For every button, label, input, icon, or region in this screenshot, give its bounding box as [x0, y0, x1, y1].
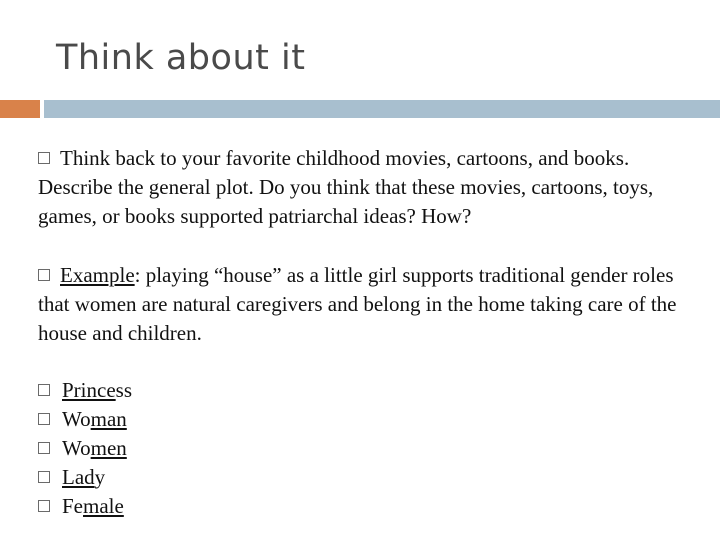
slide-title: Think about it — [56, 38, 306, 78]
word-list — [38, 376, 132, 521]
title-divider-bar — [44, 100, 720, 118]
list-item — [38, 376, 132, 405]
word-underlined: man — [90, 407, 127, 431]
list-item — [38, 463, 132, 492]
list-item — [38, 434, 132, 463]
paragraph-question-text: Think back to your favorite childhood movies, cartoons, and books. Describe the general plot. Do you think that these movies, cartoons, toys, games, or books supported patriarchal ideas? How? — [38, 146, 654, 228]
word-plain: Fe — [62, 494, 83, 518]
word-plain: ss — [115, 378, 133, 402]
square-bullet-icon — [38, 413, 50, 425]
paragraph-question — [38, 144, 708, 231]
square-bullet-icon — [38, 442, 50, 454]
paragraph-example — [38, 261, 708, 348]
square-bullet-icon — [38, 500, 50, 512]
word-plain: Wo — [62, 436, 91, 460]
accent-bar — [0, 100, 40, 118]
list-item — [38, 492, 132, 521]
word-underlined: men — [90, 436, 127, 460]
list-item — [38, 405, 132, 434]
paragraph-example-text: : playing “house” as a little girl supports traditional gender roles that women are natural caregivers and belong in the home taking care of the house and children. — [38, 263, 677, 345]
square-bullet-icon — [38, 152, 50, 164]
word-underlined: Prince — [62, 378, 116, 402]
word-underlined: Lad — [62, 465, 95, 489]
square-bullet-icon — [38, 384, 50, 396]
square-bullet-icon — [38, 269, 50, 281]
example-lead: Example — [60, 263, 135, 287]
word-plain: Wo — [62, 407, 91, 431]
word-plain: y — [94, 465, 106, 489]
square-bullet-icon — [38, 471, 50, 483]
word-underlined: male — [83, 494, 124, 518]
